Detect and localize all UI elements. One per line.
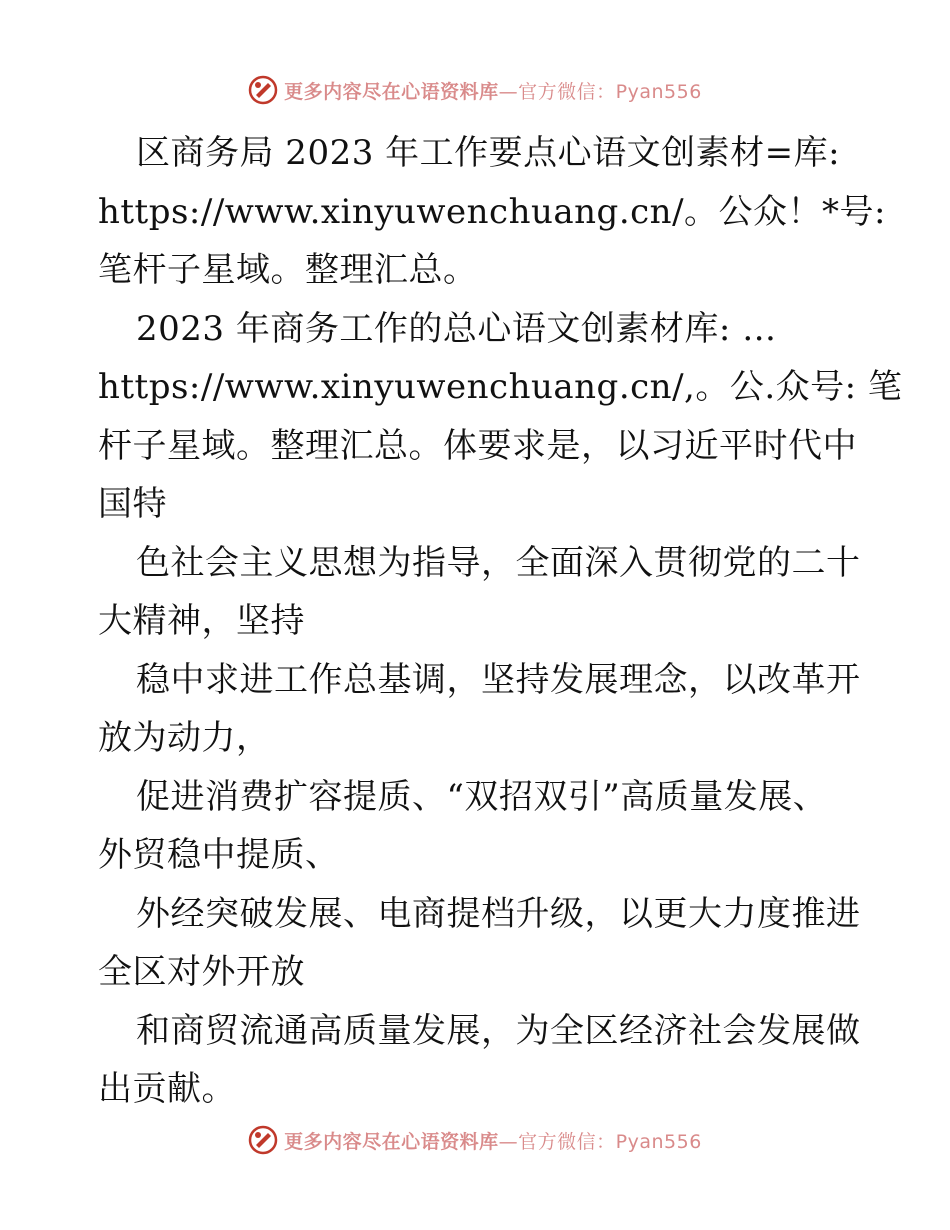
body-line: 杆子星域。整理汇总。体要求是，以习近平时代中 bbox=[98, 425, 857, 466]
document-body bbox=[98, 124, 903, 1119]
body-line: 笔杆子星域。整理汇总。 bbox=[98, 250, 478, 290]
body-line: 和商贸流通高质量发展，为全区经济社会发展做 bbox=[136, 1010, 861, 1051]
footer-banner bbox=[0, 1120, 950, 1160]
body-line: 出贡献。 bbox=[98, 1069, 236, 1109]
header-banner-text: 更多内容尽在心语资料库 bbox=[284, 80, 499, 103]
header-banner-contact: —官方微信：Pyan556 bbox=[498, 80, 702, 103]
footer-banner-text: 更多内容尽在心语资料库 bbox=[284, 1130, 499, 1153]
body-line: 2023 年商务工作的总心语文创素材库: … bbox=[136, 308, 777, 349]
body-line: 稳中求进工作总基调，坚持发展理念，以改革开 bbox=[136, 659, 861, 700]
body-line: https://www.xinyuwenchuang.cn/,。公.众号: 笔 bbox=[98, 367, 903, 407]
logo-icon bbox=[248, 75, 278, 105]
body-line: 外经突破发展、电商提档升级，以更大力度推进 bbox=[136, 893, 861, 934]
body-line: https://www.xinyuwenchuang.cn/。公众！*号: bbox=[98, 191, 886, 232]
body-line: 全区对外开放 bbox=[98, 952, 305, 992]
footer-banner-contact: —官方微信：Pyan556 bbox=[498, 1130, 702, 1153]
body-line: 外贸稳中提质、 bbox=[98, 835, 340, 875]
body-line: 放为动力， bbox=[98, 718, 271, 758]
body-line: 国特 bbox=[98, 484, 167, 524]
body-line: 色社会主义思想为指导，全面深入贯彻党的二十 bbox=[136, 542, 861, 583]
logo-icon bbox=[248, 1125, 278, 1155]
header-banner bbox=[0, 70, 950, 110]
body-line: 大精神，坚持 bbox=[98, 601, 305, 641]
body-line: 促进消费扩容提质、“双招双引”高质量发展、 bbox=[136, 776, 828, 817]
body-line: 区商务局 2023 年工作要点心语文创素材=库: bbox=[136, 133, 841, 173]
